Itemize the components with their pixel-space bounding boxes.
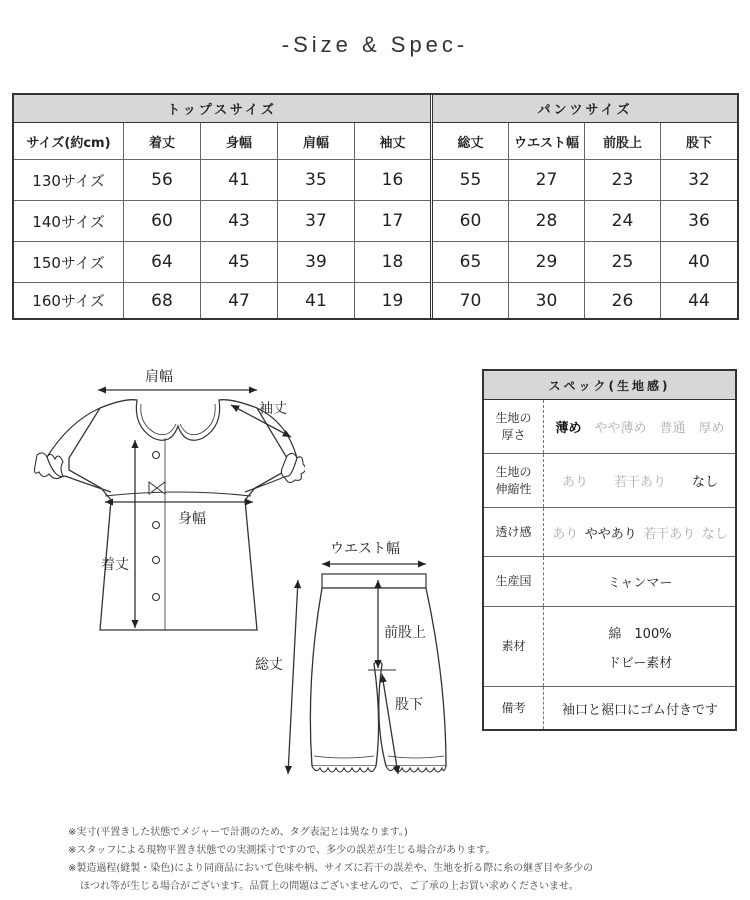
note-line: ほつれ等が生じる場合がございます。品質上の問題はございませんので、ご了承の上お買い求めくださいませ。 <box>80 881 579 892</box>
table-cell: 32 <box>661 160 737 201</box>
spec-row-material <box>484 607 735 687</box>
table-cell: 16 <box>355 160 430 201</box>
spec-header: スペック(生地感) <box>484 371 735 400</box>
spec-label-remarks: 備考 <box>484 687 544 729</box>
label-length: 着丈 <box>101 557 129 573</box>
note-line: ※製造過程(縫製・染色)により同商品において色味や柄、サイズに若干の誤差や、生地を折る際に糸の継ぎ目や多少の <box>68 863 594 874</box>
table-cell: 41 <box>278 283 355 318</box>
spec-value-remarks: 袖口と裾口にゴム付きです <box>561 702 718 718</box>
label-shoulder: 肩幅 <box>145 369 173 385</box>
note-line: ※実寸(平置きした状態でメジャーで計測のため、タグ表記とは異なります。) <box>68 827 408 838</box>
table-cell: 37 <box>278 201 355 242</box>
table-cell: 55 <box>433 160 509 201</box>
spec-value-material <box>545 607 735 686</box>
option: 若干あり <box>643 526 696 542</box>
table-row-size-label: 140サイズ <box>14 201 124 242</box>
spec-label-stretch <box>484 454 544 507</box>
spec-label-line: 生地の <box>495 465 532 480</box>
option-selected: ややあり <box>584 526 637 542</box>
size-column-header: サイズ(約cm) <box>14 123 124 160</box>
column-header-shoulder: 肩幅 <box>278 123 355 160</box>
option-selected: なし <box>691 475 718 490</box>
table-cell: 65 <box>433 242 509 283</box>
note-line: ※スタッフによる現物平置き状態での実測採寸ですので、多少の誤差が生じる場合があります。 <box>68 845 496 856</box>
spec-label-line: 生地の <box>495 411 532 426</box>
option: 若干あり <box>613 475 666 490</box>
table-cell: 56 <box>124 160 201 201</box>
table-cell: 41 <box>201 160 278 201</box>
table-row-size-label: 150サイズ <box>14 242 124 283</box>
spec-label-origin: 生産国 <box>484 557 544 606</box>
column-header-total-length: 総丈 <box>433 123 509 160</box>
table-cell: 23 <box>585 160 661 201</box>
table-cell: 68 <box>124 283 201 318</box>
table-cell: 35 <box>278 160 355 201</box>
table-group-divider <box>430 95 433 318</box>
tops-size-header: トップスサイズ <box>14 95 430 123</box>
material-line: ドビー素材 <box>607 655 673 671</box>
table-cell: 25 <box>585 242 661 283</box>
table-cell: 29 <box>509 242 585 283</box>
table-cell: 24 <box>585 201 661 242</box>
spec-row-stretch <box>484 454 735 508</box>
spec-label-line: 厚さ <box>501 427 526 442</box>
spec-row-origin <box>484 557 735 607</box>
size-table <box>12 93 739 320</box>
table-cell: 47 <box>201 283 278 318</box>
spec-options-thickness <box>545 400 735 453</box>
spec-row-remarks <box>484 687 735 729</box>
spec-label-line: 伸縮性 <box>495 481 532 496</box>
spec-table <box>482 369 737 731</box>
table-cell: 70 <box>433 283 509 318</box>
spec-label-thickness <box>484 400 544 453</box>
table-cell: 28 <box>509 201 585 242</box>
pants-diagram <box>250 530 470 790</box>
label-sleeve: 袖丈 <box>259 401 287 417</box>
table-cell: 30 <box>509 283 585 318</box>
column-header-rise: 前股上 <box>585 123 661 160</box>
table-cell: 18 <box>355 242 430 283</box>
table-cell: 64 <box>124 242 201 283</box>
pants-illustration <box>250 530 470 790</box>
option: 厚め <box>698 421 725 436</box>
table-row-size-label: 160サイズ <box>14 283 124 318</box>
table-cell: 19 <box>381 290 404 311</box>
option: 普通 <box>659 421 686 436</box>
column-header-chest: 身幅 <box>201 123 278 160</box>
column-header-sleeve: 袖丈 <box>355 123 430 160</box>
table-cell: 27 <box>509 160 585 201</box>
table-cell: 44 <box>688 290 710 311</box>
spec-label-sheer: 透け感 <box>484 508 544 556</box>
column-header-length: 着丈 <box>124 123 201 160</box>
spec-options-sheer <box>545 508 735 556</box>
spec-value-origin: ミャンマー <box>607 576 673 591</box>
table-cell: 17 <box>355 201 430 242</box>
spec-options-stretch <box>545 454 735 507</box>
option: やや薄め <box>594 421 647 436</box>
spec-row-thickness <box>484 400 735 454</box>
page-title: -Size & Spec- <box>281 32 469 57</box>
spec-row-sheer <box>484 508 735 557</box>
table-row-size-label: 130サイズ <box>14 160 124 201</box>
option: あり <box>561 475 588 490</box>
material-line: 綿 100% <box>608 626 672 642</box>
total-length-arrow <box>288 580 298 774</box>
column-header-inseam: 股下 <box>661 123 737 160</box>
table-cell: 36 <box>661 201 737 242</box>
pants-size-header: パンツサイズ <box>433 95 737 123</box>
option-selected: 薄め <box>555 421 582 436</box>
label-waist: ウエスト幅 <box>330 541 400 557</box>
label-inseam: 股下 <box>395 697 423 713</box>
table-cell: 60 <box>433 201 509 242</box>
label-rise: 前股上 <box>384 625 426 641</box>
spec-label-material: 素材 <box>484 607 544 686</box>
table-cell: 40 <box>661 242 737 283</box>
table-cell: 45 <box>201 242 278 283</box>
label-chest: 身幅 <box>178 511 206 527</box>
option: あり <box>552 526 579 542</box>
notes <box>68 824 708 896</box>
column-header-waist: ウエスト幅 <box>509 123 585 160</box>
table-cell: 39 <box>278 242 355 283</box>
label-total-length: 総丈 <box>255 657 283 673</box>
table-cell: 43 <box>201 201 278 242</box>
table-cell: 60 <box>124 201 201 242</box>
table-cell: 26 <box>585 283 661 318</box>
option: なし <box>701 526 728 542</box>
